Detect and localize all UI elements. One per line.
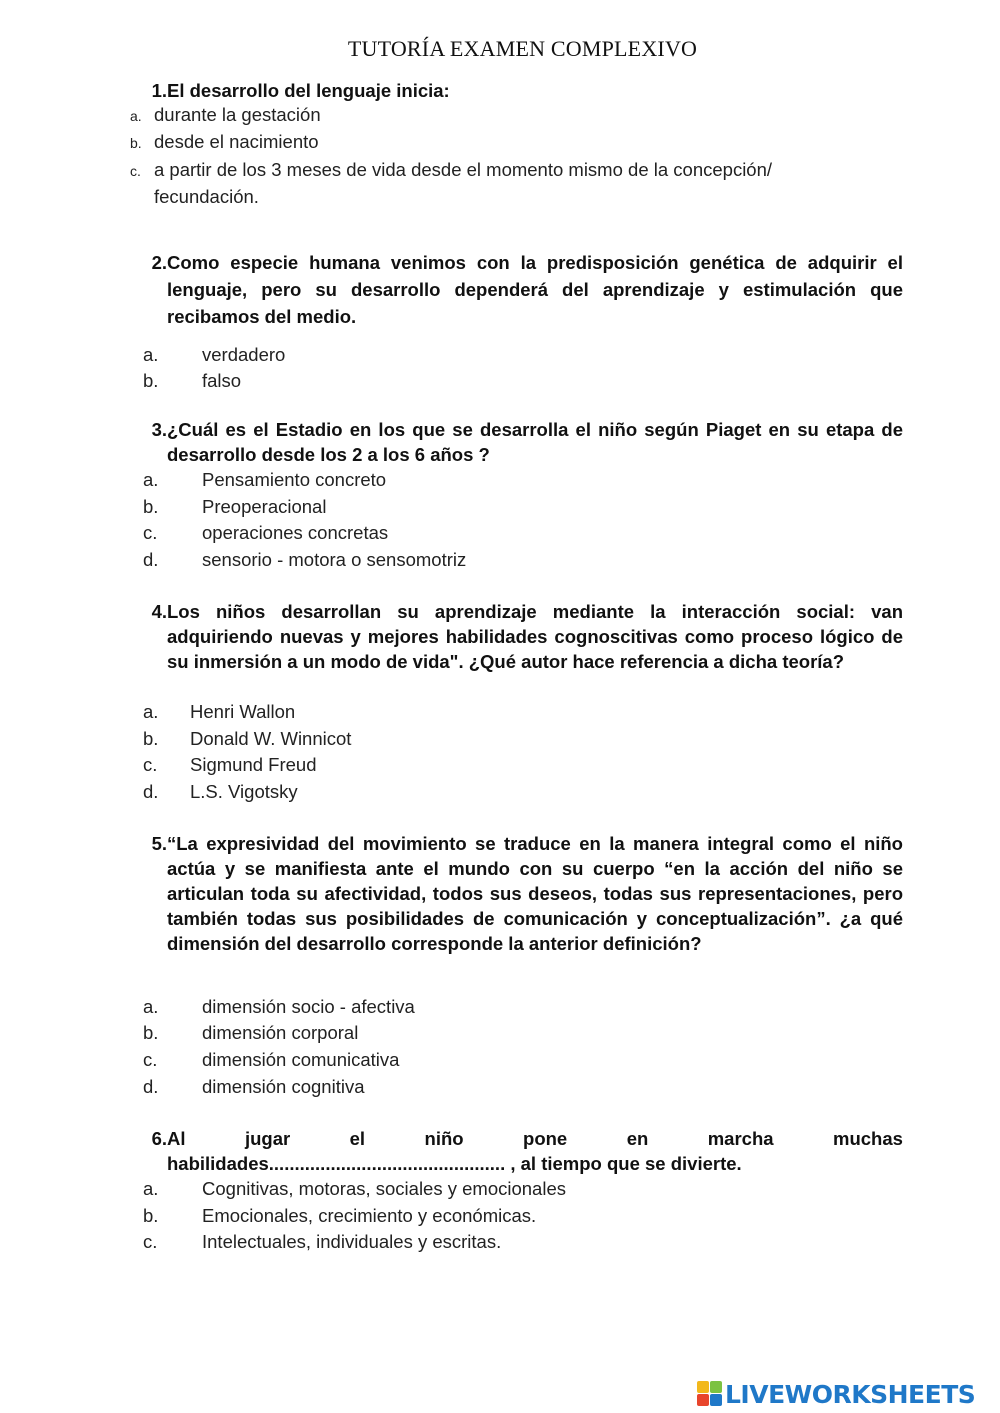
q5-option-d[interactable]: [143, 1074, 843, 1099]
q3-option-a[interactable]: [143, 467, 843, 492]
word: marcha: [707, 1128, 774, 1149]
question-text: Los niños desarrollan su aprendizaje mediante la interacción social: van adquiriendo nuevas y mejores habilidades cognoscitivas como proceso lógico de su inmersión a un modo de vida". ¿Qué autor hace referencia a dicha teoría?: [167, 601, 903, 672]
question-number: 4.: [151, 601, 167, 622]
question-1: [137, 78, 903, 103]
option-text: Sigmund Freud: [190, 754, 317, 775]
option-letter: b.: [143, 1205, 159, 1226]
option-letter: a.: [143, 469, 159, 490]
q1-option-a[interactable]: [130, 102, 850, 127]
question-number: 3.: [151, 419, 167, 440]
option-letter: b.: [143, 728, 159, 749]
option-letter: a.: [143, 701, 159, 722]
question-text: El desarrollo del lenguaje inicia:: [167, 80, 450, 101]
word: Al: [167, 1128, 186, 1149]
liveworksheets-logo-icon: [697, 1381, 723, 1407]
option-letter: c.: [143, 1231, 158, 1252]
option-text: Emocionales, crecimiento y económicas.: [202, 1205, 537, 1226]
option-letter: c.: [143, 754, 158, 775]
option-text: operaciones concretas: [202, 522, 389, 543]
q3-option-b[interactable]: [143, 494, 843, 519]
q2-option-b[interactable]: [143, 368, 843, 393]
question-4: [137, 599, 903, 674]
option-text: verdadero: [202, 344, 286, 365]
option-text: Donald W. Winnicot: [190, 728, 352, 749]
option-text: L.S. Vigotsky: [190, 781, 298, 802]
option-text: Intelectuales, individuales y escritas.: [202, 1231, 502, 1252]
option-letter: b.: [143, 370, 159, 391]
question-number: 6.: [151, 1128, 167, 1149]
question-6: [137, 1126, 903, 1176]
page-title: TUTORÍA EXAMEN COMPLEXIVO: [347, 36, 698, 61]
option-letter: c.: [143, 1049, 158, 1070]
word: muchas: [833, 1128, 903, 1149]
word: el: [349, 1128, 366, 1149]
option-text: dimensión socio - afectiva: [202, 996, 415, 1017]
option-text: dimensión comunicativa: [202, 1049, 400, 1070]
question-5: [137, 831, 903, 956]
option-letter: a.: [143, 344, 159, 365]
option-letter: d.: [143, 781, 159, 802]
question-number: 5.: [151, 833, 167, 854]
option-text: sensorio - motora o sensomotriz: [202, 549, 467, 570]
question-3: [137, 417, 903, 467]
q5-option-c[interactable]: [143, 1047, 843, 1072]
option-letter: b.: [130, 135, 142, 151]
option-text: Pensamiento concreto: [202, 469, 387, 490]
liveworksheets-logo-text: LIVEWORKSHEETS: [725, 1379, 976, 1409]
option-text: Preoperacional: [202, 496, 327, 517]
option-text: durante la gestación: [154, 104, 321, 125]
option-letter: c.: [130, 163, 141, 179]
option-letter: d.: [143, 549, 159, 570]
question-text: Como especie humana venimos con la predisposición genética de adquirir el lenguaje, pero su desarrollo dependerá del aprendizaje y estimulación que recibamos del medio.: [167, 252, 903, 327]
option-letter: b.: [143, 1022, 159, 1043]
liveworksheets-logo: [697, 1378, 975, 1410]
option-text: Cognitivas, motoras, sociales y emocionales: [202, 1178, 566, 1199]
q6-option-a[interactable]: [143, 1176, 843, 1201]
q1-option-b[interactable]: [130, 129, 850, 154]
word: jugar: [244, 1128, 291, 1149]
question-number: 1.: [151, 80, 167, 101]
question-text: ¿Cuál es el Estadio en los que se desarrolla el niño según Piaget en su etapa de desarrollo desde los 2 a los 6 años ?: [167, 419, 903, 465]
word: niño: [424, 1128, 464, 1149]
q3-option-c[interactable]: [143, 520, 843, 545]
option-letter: d.: [143, 1076, 159, 1097]
q4-option-a[interactable]: [143, 699, 843, 724]
q4-option-c[interactable]: [143, 752, 843, 777]
word: en: [626, 1128, 649, 1149]
question-2: [137, 249, 903, 330]
q1-option-c[interactable]: [130, 156, 850, 210]
option-letter: b.: [143, 496, 159, 517]
option-text: a partir de los 3 meses de vida desde el momento mismo de la concepción/ fecundación.: [154, 159, 773, 207]
question-text-line-2: habilidades.............................................. , al tiempo que se divierte.: [167, 1153, 742, 1174]
q5-option-a[interactable]: [143, 994, 843, 1019]
q2-option-a[interactable]: [143, 342, 843, 367]
option-text: Henri Wallon: [190, 701, 296, 722]
option-text: falso: [202, 370, 242, 391]
q4-option-b[interactable]: [143, 726, 843, 751]
word: pone: [523, 1128, 568, 1149]
question-number: 2.: [151, 252, 167, 273]
option-text: dimensión cognitiva: [202, 1076, 365, 1097]
q4-option-d[interactable]: [143, 779, 843, 804]
q6-option-c[interactable]: [143, 1229, 843, 1254]
q5-option-b[interactable]: [143, 1020, 843, 1045]
option-text: dimensión corporal: [202, 1022, 359, 1043]
option-letter: c.: [143, 522, 158, 543]
option-text: desde el nacimiento: [154, 131, 319, 152]
q6-option-b[interactable]: [143, 1203, 843, 1228]
option-letter: a.: [143, 1178, 159, 1199]
q3-option-d[interactable]: [143, 547, 843, 572]
question-text-line-1: [167, 1126, 903, 1151]
option-letter: a.: [143, 996, 159, 1017]
question-text: “La expresividad del movimiento se traduce en la manera integral como el niño actúa y se manifiesta ante el mundo con su cuerpo “en la acción del niño se articulan toda su afectividad, todos sus deseos, todas sus representaciones, pero también todas sus posibilidades de comunicación y conceptualización”. ¿a qué dimensión del desarrollo corresponde la anterior definición?: [167, 833, 903, 954]
option-letter: a.: [130, 108, 142, 124]
